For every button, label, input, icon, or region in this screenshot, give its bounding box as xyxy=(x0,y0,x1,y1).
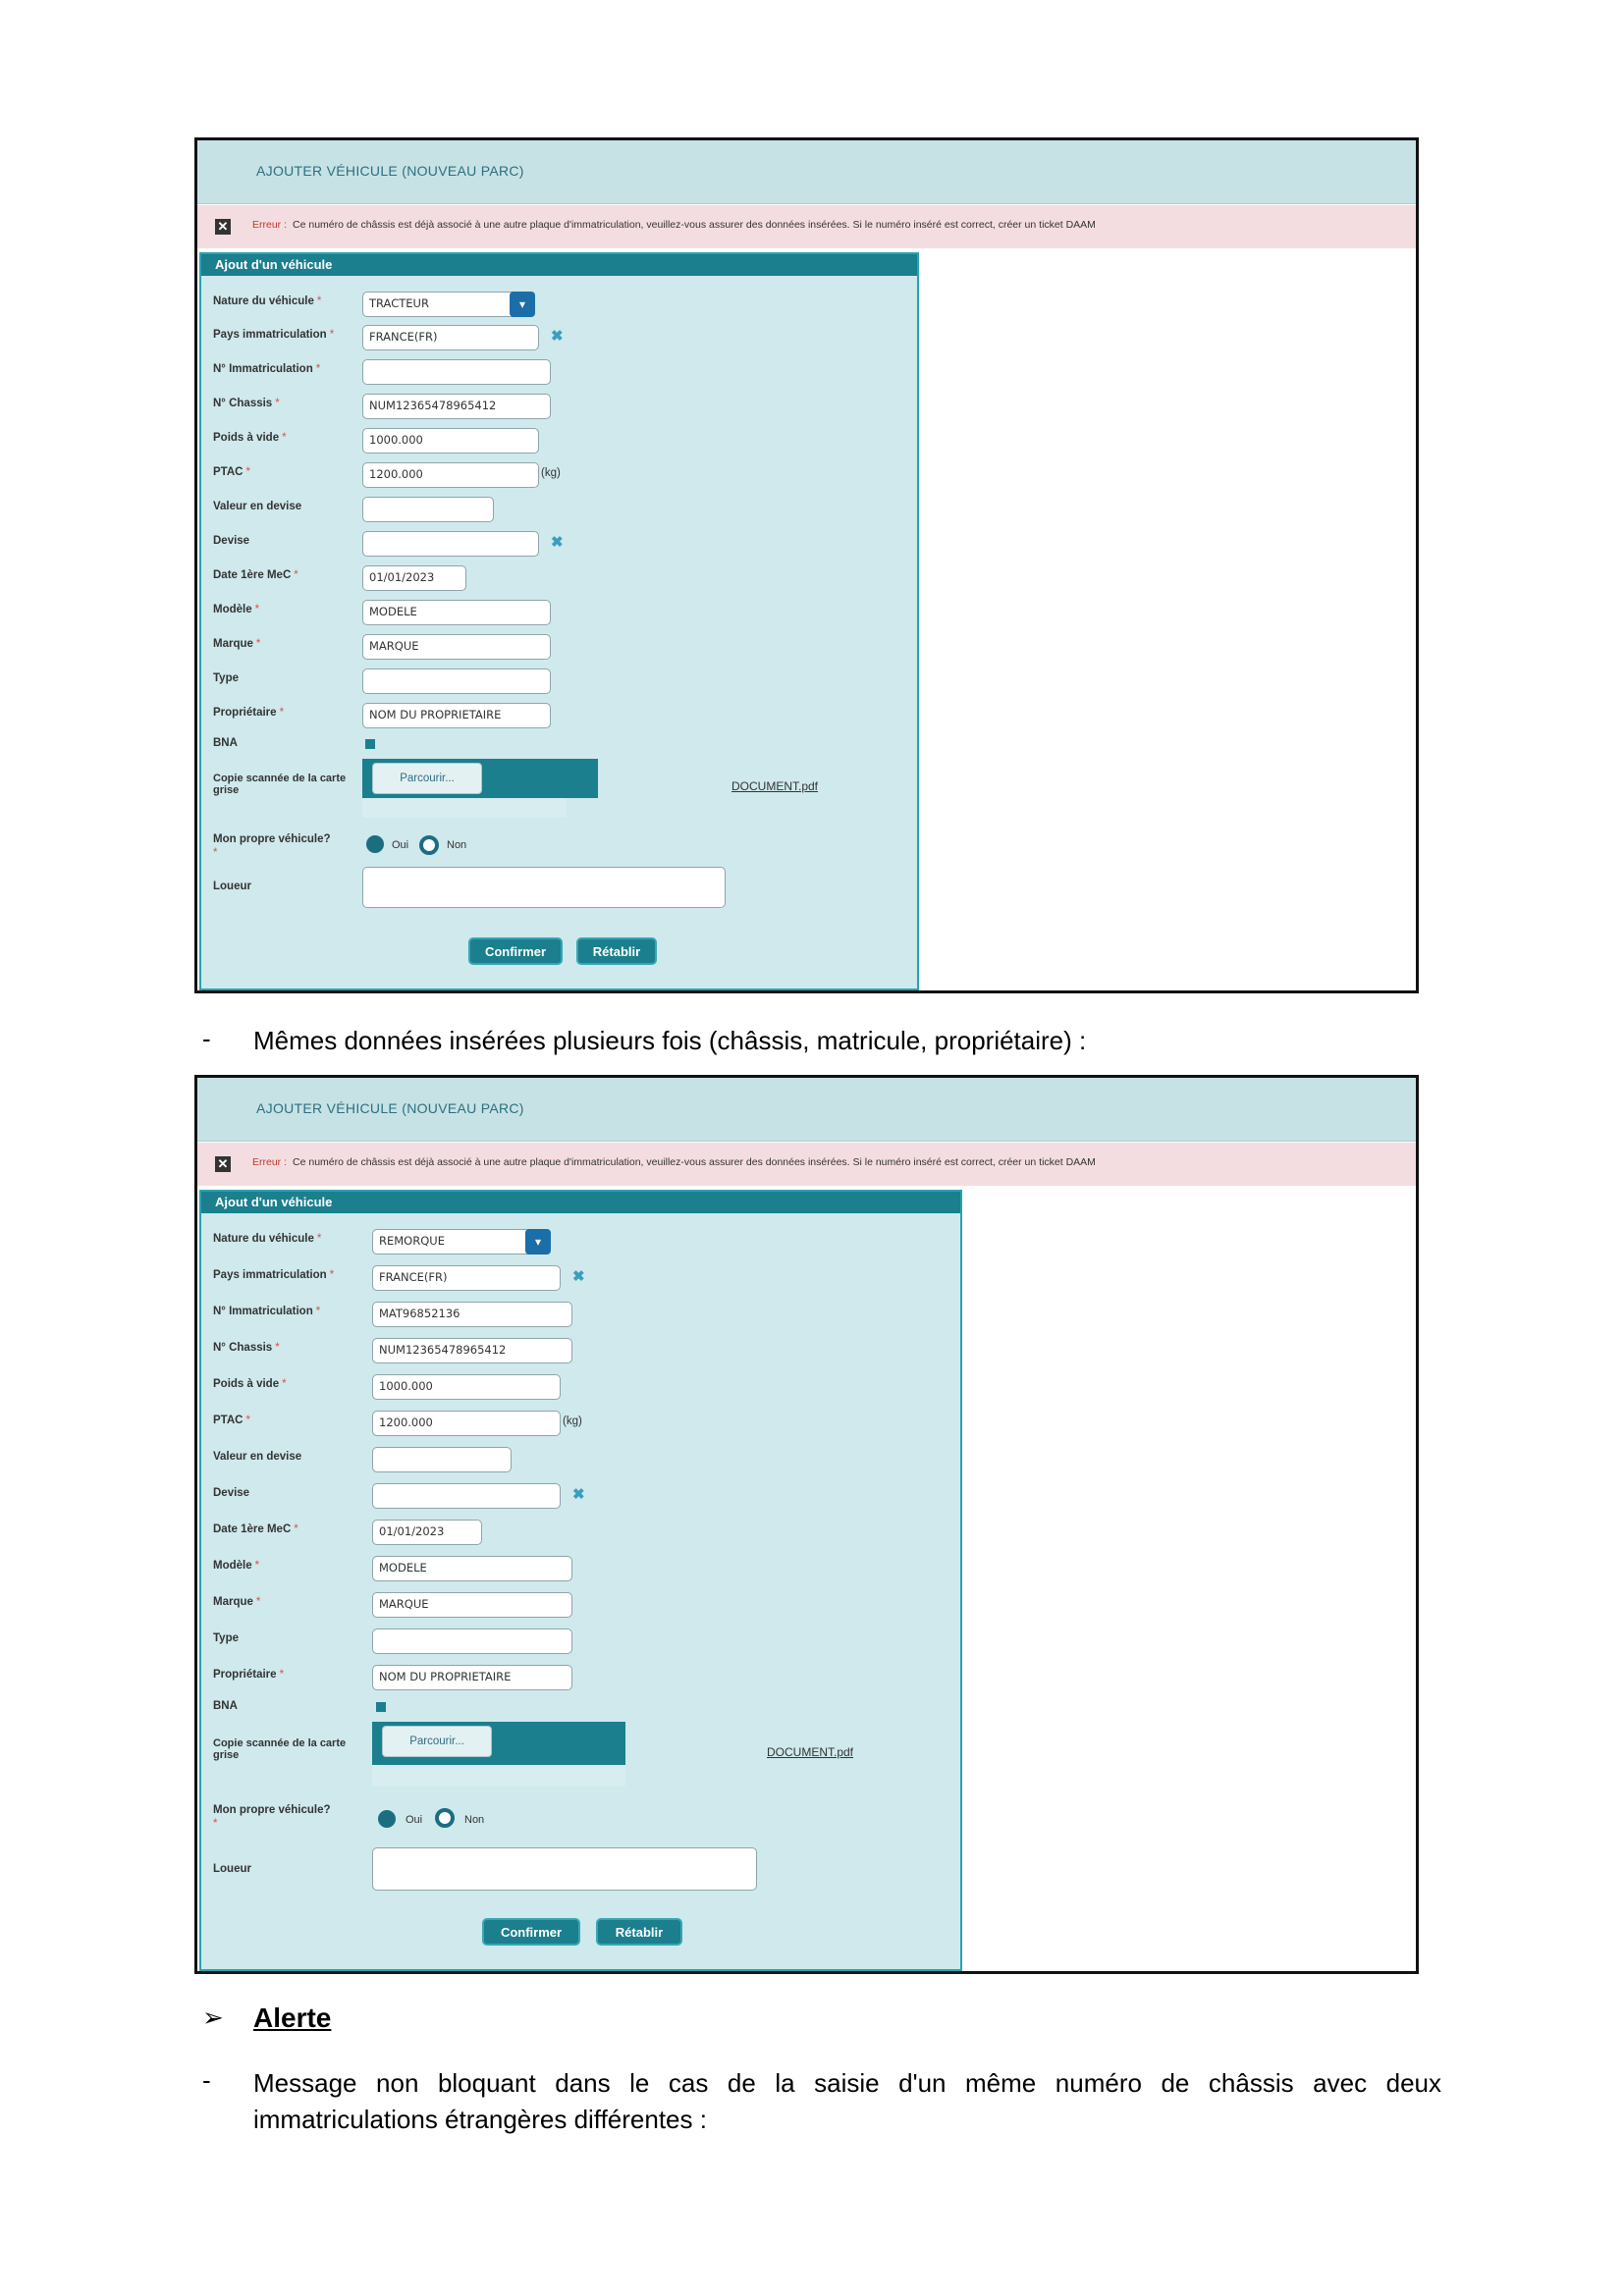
required-mark: * xyxy=(213,1818,218,1830)
label-devise: Devise xyxy=(213,1487,250,1499)
vehicle-form-panel xyxy=(199,1190,962,1971)
error-message: Ce numéro de châssis est déjà associé à une autre plaque d'immatriculation, veuillez-vous assurer des données insérées. Si le numéro inséré est correct, créer un ticket DAAM xyxy=(293,219,1096,231)
label-bna: BNA xyxy=(213,737,238,749)
error-banner xyxy=(197,1143,1416,1186)
label-loueur: Loueur xyxy=(213,881,251,892)
label-poids: Poids à vide * xyxy=(213,432,287,444)
radio-oui-label: Oui xyxy=(392,839,409,851)
label-immatriculation: N° Immatriculation * xyxy=(213,1306,321,1317)
type-input[interactable] xyxy=(362,668,551,694)
section-title: Alerte xyxy=(253,2002,332,2033)
label-modele: Modèle * xyxy=(213,1560,260,1572)
screenshot-add-vehicle-tracteur xyxy=(194,137,1419,993)
label-chassis: N° Chassis * xyxy=(213,398,280,409)
document-link[interactable]: DOCUMENT.pdf xyxy=(767,1745,854,1759)
page-header xyxy=(197,140,1416,204)
modele-input[interactable]: MODELE xyxy=(362,600,551,625)
bullet-dash: - xyxy=(202,1024,211,1053)
chevron-down-icon[interactable]: ▾ xyxy=(510,292,535,317)
radio-oui[interactable] xyxy=(366,835,384,853)
date-input[interactable]: 01/01/2023 xyxy=(372,1520,482,1545)
label-proprietaire: Propriétaire * xyxy=(213,1669,285,1681)
error-text xyxy=(252,219,1096,231)
poids-input[interactable]: 1000.000 xyxy=(372,1374,561,1400)
required-mark: * xyxy=(213,847,218,859)
type-input[interactable] xyxy=(372,1629,572,1654)
valeur-input[interactable] xyxy=(372,1447,512,1472)
label-propre: Mon propre véhicule? xyxy=(213,833,331,845)
confirm-button[interactable]: Confirmer xyxy=(468,937,563,965)
label-immatriculation: N° Immatriculation * xyxy=(213,363,321,375)
panel-title: Ajout d'un véhicule xyxy=(201,254,917,276)
marque-input[interactable]: MARQUE xyxy=(362,634,551,660)
error-message: Ce numéro de châssis est déjà associé à une autre plaque d'immatriculation, veuillez-vous assurer des données insérées. Si le numéro inséré est correct, créer un ticket DAAM xyxy=(293,1156,1096,1168)
nature-select[interactable]: REMORQUE xyxy=(372,1229,535,1255)
page-title: AJOUTER VÉHICULE (NOUVEAU PARC) xyxy=(256,163,524,179)
immatriculation-input[interactable]: MAT96852136 xyxy=(372,1302,572,1327)
bullet-dash: - xyxy=(202,2065,211,2095)
label-proprietaire: Propriétaire * xyxy=(213,707,285,719)
upload-area xyxy=(372,1765,625,1787)
pays-input[interactable]: FRANCE(FR) xyxy=(372,1265,561,1291)
ptac-input[interactable]: 1200.000 xyxy=(362,462,539,488)
label-copie: Copie scannée de la carte grise xyxy=(213,1737,347,1761)
date-input[interactable]: 01/01/2023 xyxy=(362,565,466,591)
pays-input[interactable]: FRANCE(FR) xyxy=(362,325,539,350)
error-banner xyxy=(197,205,1416,248)
label-devise: Devise xyxy=(213,535,250,547)
poids-input[interactable]: 1000.000 xyxy=(362,428,539,454)
devise-input[interactable] xyxy=(372,1483,561,1509)
bna-checkbox[interactable] xyxy=(365,739,375,749)
devise-input[interactable] xyxy=(362,531,539,557)
label-loueur: Loueur xyxy=(213,1863,251,1875)
label-valeur: Valeur en devise xyxy=(213,501,302,512)
vehicle-form-panel xyxy=(199,252,919,990)
label-date: Date 1ère MeC * xyxy=(213,1523,298,1535)
arrow-bullet-icon: ➢ xyxy=(202,2002,224,2032)
close-icon[interactable]: ✕ xyxy=(215,1156,231,1172)
loueur-input[interactable] xyxy=(362,867,726,908)
clear-icon[interactable]: ✖ xyxy=(572,1486,585,1503)
radio-oui-label: Oui xyxy=(406,1814,423,1826)
valeur-input[interactable] xyxy=(362,497,494,522)
label-ptac: PTAC * xyxy=(213,1415,250,1426)
caption-duplicates: Mêmes données insérées plusieurs fois (châssis, matricule, propriétaire) : xyxy=(253,1026,1087,1055)
label-valeur: Valeur en devise xyxy=(213,1451,302,1463)
upload-bar xyxy=(362,759,598,798)
label-copie: Copie scannée de la carte grise xyxy=(213,773,347,796)
proprietaire-input[interactable]: NOM DU PROPRIETAIRE xyxy=(372,1665,572,1690)
label-marque: Marque * xyxy=(213,1596,261,1608)
bna-checkbox[interactable] xyxy=(376,1702,386,1712)
chevron-down-icon[interactable]: ▾ xyxy=(525,1229,551,1255)
label-pays: Pays immatriculation * xyxy=(213,329,335,341)
ptac-input[interactable]: 1200.000 xyxy=(372,1411,561,1436)
label-nature: Nature du véhicule * xyxy=(213,295,322,307)
reset-button[interactable]: Rétablir xyxy=(576,937,657,965)
label-propre: Mon propre véhicule? xyxy=(213,1804,331,1816)
radio-non[interactable] xyxy=(435,1808,455,1828)
error-text xyxy=(252,1156,1096,1168)
radio-oui[interactable] xyxy=(378,1810,396,1828)
reset-button[interactable]: Rétablir xyxy=(596,1918,682,1946)
marque-input[interactable]: MARQUE xyxy=(372,1592,572,1618)
nature-select[interactable]: TRACTEUR xyxy=(362,292,519,317)
radio-non-label: Non xyxy=(447,839,467,851)
label-type: Type xyxy=(213,1632,239,1644)
unit-kg: (kg) xyxy=(563,1415,582,1427)
label-bna: BNA xyxy=(213,1700,238,1712)
browse-button[interactable]: Parcourir... xyxy=(382,1726,492,1757)
page-title: AJOUTER VÉHICULE (NOUVEAU PARC) xyxy=(256,1100,524,1116)
proprietaire-input[interactable]: NOM DU PROPRIETAIRE xyxy=(362,703,551,728)
label-nature: Nature du véhicule * xyxy=(213,1233,322,1245)
page-header xyxy=(197,1078,1416,1142)
error-label: Erreur : xyxy=(252,1156,288,1168)
label-date: Date 1ère MeC * xyxy=(213,569,298,581)
caption-alert: Message non bloquant dans le cas de la saisie d'un même numéro de châssis avec deux immatriculations étrangères différentes : xyxy=(253,2068,1441,2134)
label-ptac: PTAC * xyxy=(213,466,250,478)
label-modele: Modèle * xyxy=(213,604,260,615)
close-icon[interactable]: ✕ xyxy=(215,219,231,235)
label-poids: Poids à vide * xyxy=(213,1378,287,1390)
radio-non[interactable] xyxy=(419,835,439,855)
error-label: Erreur : xyxy=(252,219,288,231)
clear-icon[interactable]: ✖ xyxy=(572,1268,585,1285)
clear-icon[interactable]: ✖ xyxy=(551,328,564,345)
clear-icon[interactable]: ✖ xyxy=(551,534,564,551)
document-link[interactable]: DOCUMENT.pdf xyxy=(731,779,819,793)
upload-bar xyxy=(372,1722,625,1765)
modele-input[interactable]: MODELE xyxy=(372,1556,572,1581)
confirm-button[interactable]: Confirmer xyxy=(482,1918,580,1946)
label-type: Type xyxy=(213,672,239,684)
panel-title: Ajout d'un véhicule xyxy=(201,1192,960,1213)
label-pays: Pays immatriculation * xyxy=(213,1269,335,1281)
upload-area xyxy=(362,798,567,818)
screenshot-add-vehicle-remorque xyxy=(194,1075,1419,1974)
loueur-input[interactable] xyxy=(372,1847,757,1891)
label-marque: Marque * xyxy=(213,638,261,650)
unit-kg: (kg) xyxy=(541,467,561,479)
chassis-input[interactable]: NUM12365478965412 xyxy=(372,1338,572,1363)
browse-button[interactable]: Parcourir... xyxy=(372,763,482,794)
chassis-input[interactable]: NUM12365478965412 xyxy=(362,394,551,419)
radio-non-label: Non xyxy=(464,1814,485,1826)
label-chassis: N° Chassis * xyxy=(213,1342,280,1354)
immatriculation-input[interactable] xyxy=(362,359,551,385)
